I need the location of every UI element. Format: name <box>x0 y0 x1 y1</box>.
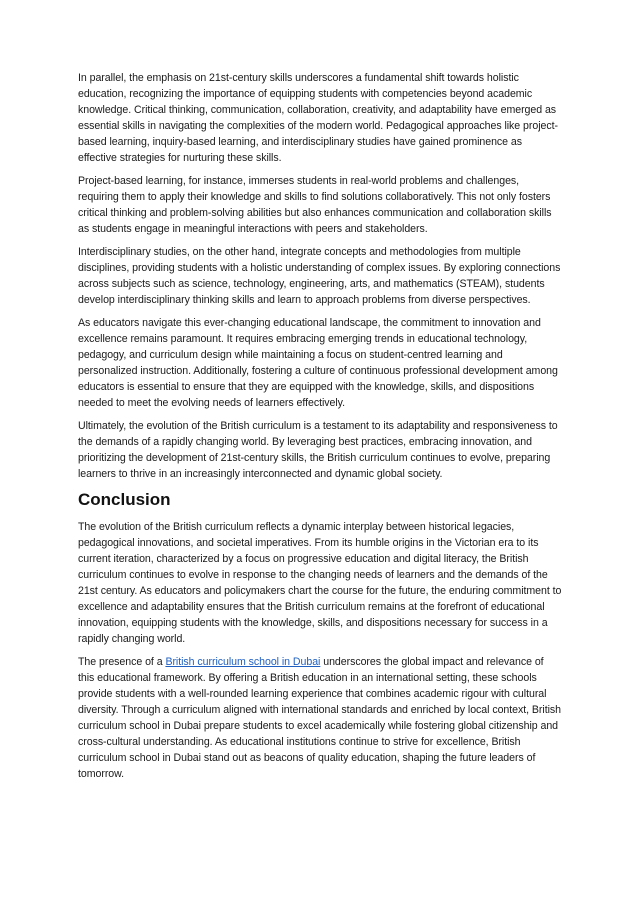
paragraph-interdisciplinary-studies: Interdisciplinary studies, on the other hand, integrate concepts and methodologies from multiple disciplines, providing students with a holistic understanding of complex issues. By exploring connections across subjects such as science, technology, engineering, arts, and mathematics (STEAM), students develop interdisciplinary thinking skills and learn to approach problems from diverse perspectives. <box>78 246 561 306</box>
paragraph-21st-century-skills: In parallel, the emphasis on 21st-century skills underscores a fundamental shift towards holistic education, recognizing the importance of equipping students with competencies beyond academic knowledge. Critical thinking, communication, collaboration, creativity, and adaptability have emerged as essential skills in navigating the complexities of the modern world. Pedagogical approaches like project-based learning, inquiry-based learning, and interdisciplinary studies have gained prominence as effective strategies for nurturing these skills. <box>78 72 558 164</box>
paragraph-project-based-learning: Project-based learning, for instance, immerses students in real-world problems and challenges, requiring them to apply their knowledge and skills to find solutions collaboratively. This not only fosters critical thinking and problem-solving abilities but also enhances communication and collaboration skills as students engage in meaningful interactions with peers and stakeholders. <box>78 175 552 235</box>
paragraph-text-before-link: The presence of a <box>78 656 166 668</box>
paragraph-text-after-link: underscores the global impact and relevance of this educational framework. By offering a British education in an international setting, these schools provide students with a well-rounded learning experience that combines academic rigour with cultural diversity. Through a curriculum aligned with international standards and enriched by local context, British curriculum school in Dubai prepare students to excel academically while fostering global citizenship and cross-cultural understanding. As educational institutions continue to strive for excellence, British curriculum school in Dubai stand out as beacons of quality education, shaping the future leaders of tomorrow. <box>78 656 562 780</box>
paragraph-conclusion-dubai <box>78 654 562 782</box>
paragraph-conclusion-evolution: The evolution of the British curriculum reflects a dynamic interplay between historical legacies, pedagogical innovations, and societal imperatives. From its humble origins in the Victorian era to its current iteration, characterized by a focus on progressive education and digital literacy, the British curriculum continues to evolve in response to the changing needs of learners and the demands of the 21st century. As educators and policymakers chart the course for the future, the enduring commitment to excellence and adaptability ensures that the British curriculum remains at the forefront of educational innovation, equipping students with the knowledge, skills, and dispositions necessary for success in a rapidly changing world. <box>78 521 562 645</box>
conclusion-heading: Conclusion <box>78 490 171 509</box>
paragraph-educators-landscape: As educators navigate this ever-changing educational landscape, the commitment to innovation and excellence remains paramount. It requires embracing emerging trends in educational technology, pedagogy, and curriculum design while maintaining a focus on student-centred learning and personalized instruction. Additionally, fostering a culture of continuous professional development among educators is essential to ensure that they are equipped with the knowledge, skills, and dispositions needed to meet the evolving needs of learners effectively. <box>78 317 558 409</box>
british-curriculum-school-dubai-link[interactable]: British curriculum school in Dubai <box>165 656 321 668</box>
paragraph-evolution-summary: Ultimately, the evolution of the British curriculum is a testament to its adaptability and responsiveness to the demands of a rapidly changing world. By leveraging best practices, embracing innovation, and prioritizing the development of 21st-century skills, the British curriculum continues to evolve, preparing learners to thrive in an increasingly interconnected and dynamic global society. <box>78 420 558 480</box>
document-page <box>78 70 562 789</box>
